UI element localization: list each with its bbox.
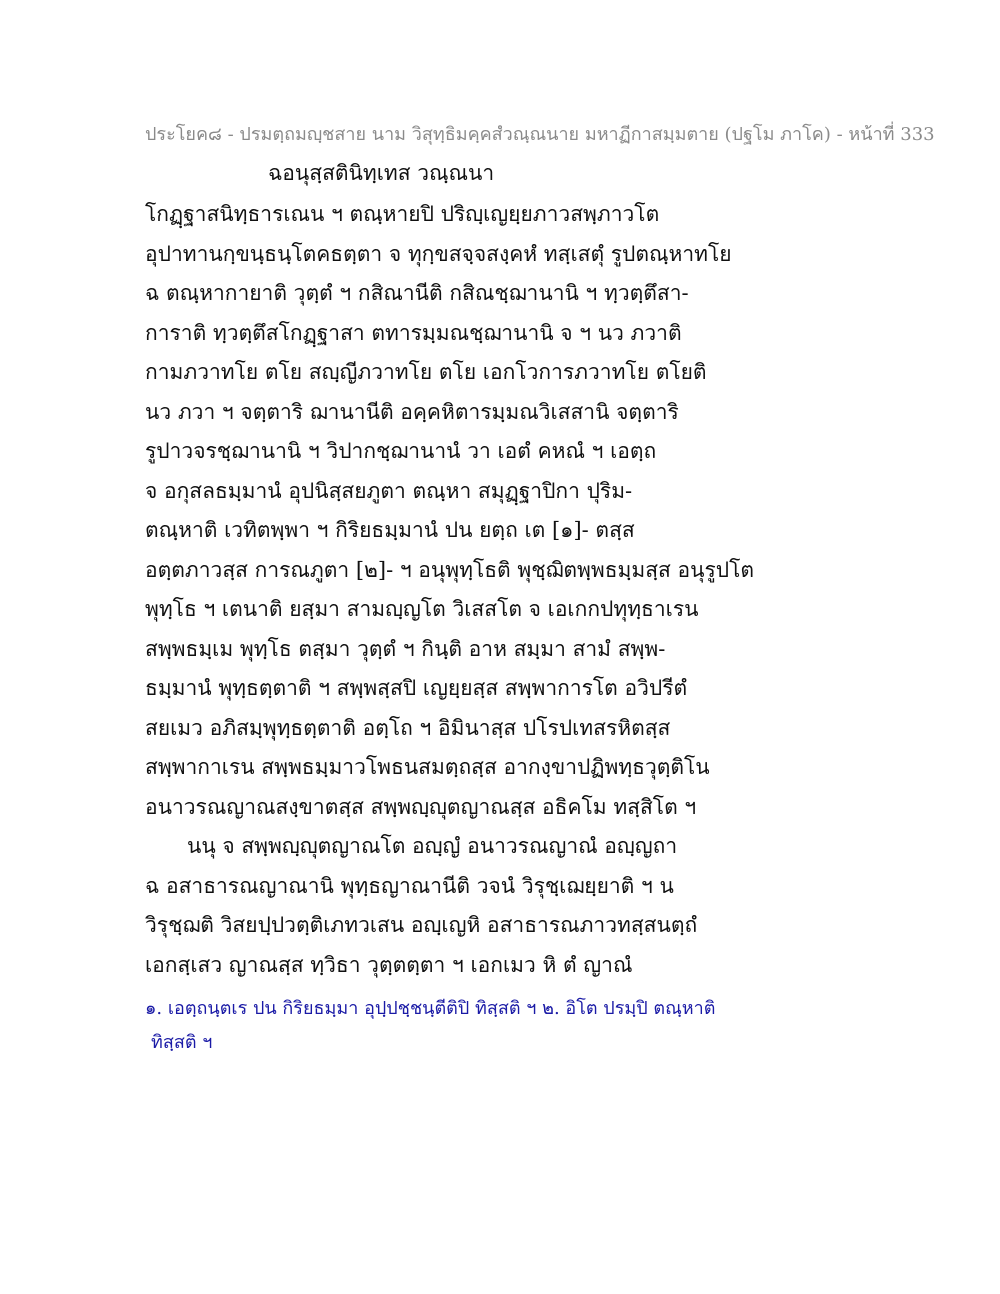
text-line: ธมฺมานํ พุทฺธตฺตาติ ฯ สพฺพสฺสปิ เญยฺยสฺส สพฺพาการโต อวิปรีตํ: [145, 676, 688, 700]
text-line: อุปาทานกฺขนฺธนฺโตคธตฺตา จ ทุกฺขสจฺจสงฺคหํ ทสฺเสตุํ รูปตณฺหาทโย: [145, 241, 732, 266]
text-line: จ อกุสลธมฺมานํ อุปนิสฺสยภูตา ตณฺหา สมุฏฺฐาปิกา ปุริม-: [145, 478, 633, 503]
footnote-line: ๑. เอตฺถนฺตเร ปน กิริยธมฺมา อุปฺปชฺชนฺตีติปิ ทิสฺสติ ฯ ๒. อิโต ปรมฺปิ ตณฺหาติ: [145, 998, 716, 1019]
text-line: ฉ ตณฺหากายาติ วุตฺตํ ฯ กสิณานีติ กสิณชฺฌานานิ ฯ ทฺวตฺตึสา-: [145, 281, 689, 305]
text-line: อนาวรณญาณสงฺขาตสฺส สพฺพญฺญุตญาณสฺส อธิคโม ทสฺสิโต ฯ: [145, 794, 697, 819]
section-title: ฉอนุสฺสตินิทฺเทส วณฺณนา: [268, 161, 495, 185]
text-line: กามภวาทโย ตโย สญฺญีภวาทโย ตโย เอกโวการภวาทโย ตโยติ: [145, 360, 707, 384]
text-line: เอกสฺเสว ญาณสฺส ทฺวิธา วุตฺตตฺตา ฯ เอกเมว หิ ตํ ญาณํ: [145, 952, 633, 977]
text-line: วิรุชฺฌติ วิสยปฺปวตฺติเภทวเสน อญฺเญหิ อสาธารณภาวทสฺสนตฺถํ: [145, 913, 698, 937]
text-line: อตฺตภาวสฺส การณภูตา [๒]- ฯ อนุพุทฺโธติ พุชฺฌิตพฺพธมฺมสฺส อนุรูปโต: [145, 557, 755, 582]
text-line: โกฏฺฐาสนิทฺธารเณน ฯ ตณฺหายปิ ปริญฺเญยฺยภาวสพฺภาวโต: [145, 202, 660, 226]
footnote-line: ทิสฺสติ ฯ: [151, 1032, 213, 1053]
body-text: [145, 195, 865, 985]
text-line: สพฺพากาเรน สพฺพธมฺมาวโพธนสมตฺถสฺส อากงฺขาปฏิพทฺธวุตฺติโน: [145, 755, 710, 779]
text-line: การาติ ทฺวตฺตึสโกฏฺฐาสา ตทารมฺมณชฺฌานานิ จ ฯ นว ภวาติ: [145, 320, 682, 345]
footnotes: [145, 992, 865, 1060]
text-line: สยเมว อภิสมฺพุทฺธตฺตาติ อตฺโถ ฯ อิมินาสฺส ปโรปเทสรหิตสฺส: [145, 715, 671, 740]
text-line: รูปาวจรชฺฌานานิ ฯ วิปากชฺฌานานํ วา เอตํ คหณํ ฯ เอตฺถ: [145, 439, 657, 463]
text-line: ตณฺหาติ เวทิตพฺพา ฯ กิริยธมฺมานํ ปน ยตฺถ เต [๑]- ตสฺส: [145, 518, 635, 542]
text-line: นว ภวา ฯ จตฺตาริ ฌานานีติ อคฺคหิตารมฺมณวิเสสานิ จตฺตาริ: [145, 399, 679, 424]
text-line: พุทฺโธ ฯ เตนาติ ยสฺมา สามญฺญโต วิเสสโต จ เอเกกปทุทฺธาเรน: [145, 597, 699, 621]
paragraph-start-line: นนุ จ สพฺพญฺญุตญาณโต อญฺญํ อนาวรณญาณํ อญฺญถา: [187, 834, 678, 858]
text-line: ฉ อสาธารณญาณานิ พุทฺธญาณานีติ วจนํ วิรุชฺเฌยฺยาติ ฯ น: [145, 873, 674, 898]
text-line: สพฺพธมฺเม พุทฺโธ ตสฺมา วุตฺตํ ฯ กินฺติ อาห สมฺมา สามํ สพฺพ-: [145, 636, 666, 661]
page-header: ประโยค๘ - ปรมตฺถมญฺชสาย นาม วิสุทฺธิมคฺคสํวณฺณนาย มหาฏีกาสมฺมตาย (ปฐโม ภาโค) - หน้าที่ 333: [145, 124, 935, 145]
